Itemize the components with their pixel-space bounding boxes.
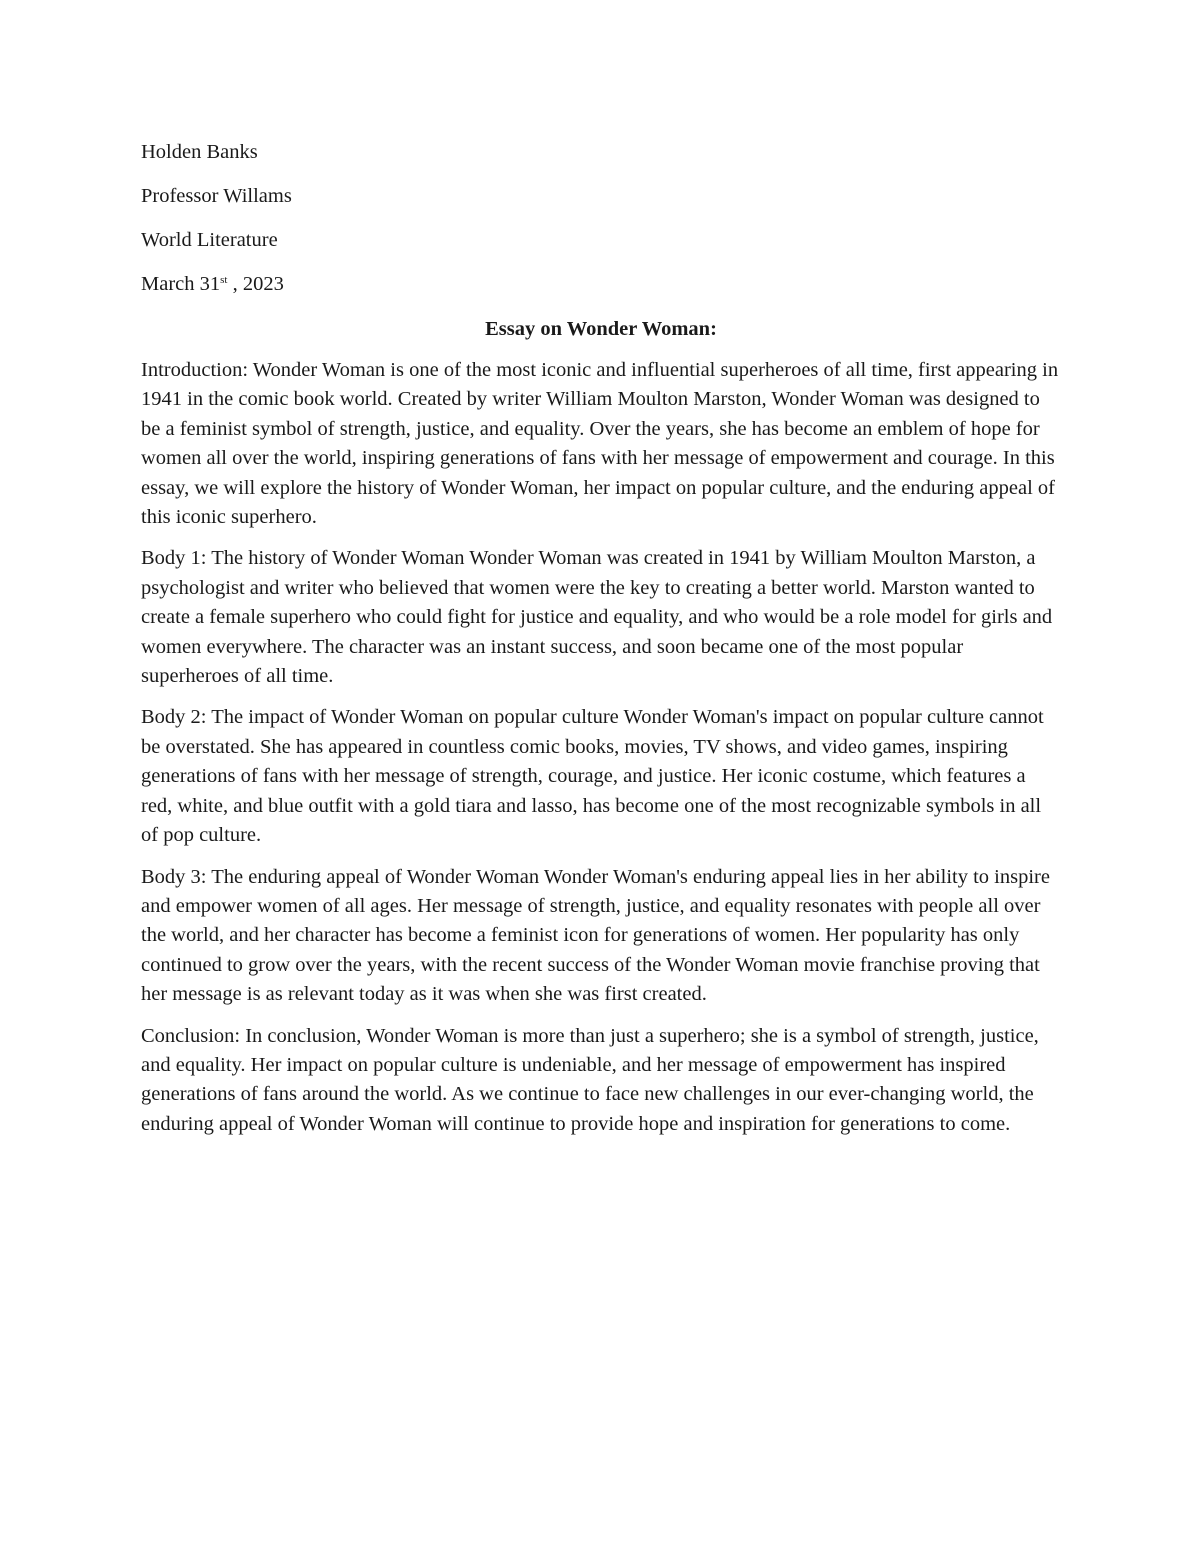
paragraph-body-2: Body 2: The impact of Wonder Woman on popular culture Wonder Woman's impact on popular culture cannot be overstated. She has appeared in countless comic books, movies, TV shows, and video games, inspiring generations of fans with her message of strength, courage, and justice. Her iconic costume, which features a red, white, and blue outfit with a gold tiara and lasso, has become one of the most recognizable symbols in all of pop culture. [141,706,1044,847]
essay-date [141,272,1061,296]
paragraph-introduction: Introduction: Wonder Woman is one of the most iconic and influential superheroes of all time, first appearing in 1941 in the comic book world. Created by writer William Moulton Marston, Wonder Woman was designed to be a feminist symbol of strength, justice, and equality. Over the years, she has become an emblem of hope for women all over the world, inspiring generations of fans with her message of empowerment and courage. In this essay, we will explore the history of Wonder Woman, her impact on popular culture, and the enduring appeal of this iconic superhero. [141,359,1059,529]
paragraph-conclusion: Conclusion: In conclusion, Wonder Woman is more than just a superhero; she is a symbol of strength, justice, and equality. Her impact on popular culture is undeniable, and her message of empowerment has inspired generations of fans around the world. As we continue to face new challenges in our ever-changing world, the enduring appeal of Wonder Woman will continue to provide hope and inspiration for generations to come. [141,1024,1039,1135]
essay-title: Essay on Wonder Woman: [485,318,717,340]
date-ordinal-suffix: st [220,274,228,286]
paragraph-body-3: Body 3: The enduring appeal of Wonder Woman Wonder Woman's enduring appeal lies in her ability to inspire and empower women of all ages. Her message of strength, justice, and equality resonates with people all over the world, and her character has become a feminist icon for generations of women. Her popularity has only continued to grow over the years, with the recent success of the Wonder Woman movie franchise proving that her message is as relevant today as it was when she was first created. [141,865,1050,1006]
course-name: World Literature [141,229,278,251]
date-year: , 2023 [227,273,284,295]
student-name: Holden Banks [141,141,258,163]
date-month-day: March 31 [141,273,221,295]
document-body [141,140,1061,1151]
paragraph-body-1: Body 1: The history of Wonder Woman Wonder Woman was created in 1941 by William Moulton Marston, a psychologist and writer who believed that women were the key to creating a better world. Marston wanted to create a female superhero who could fight for justice and equality, and who would be a role model for girls and women everywhere. The character was an instant success, and soon became one of the most popular superheroes of all time. [141,547,1053,688]
professor-name: Professor Willams [141,185,292,207]
